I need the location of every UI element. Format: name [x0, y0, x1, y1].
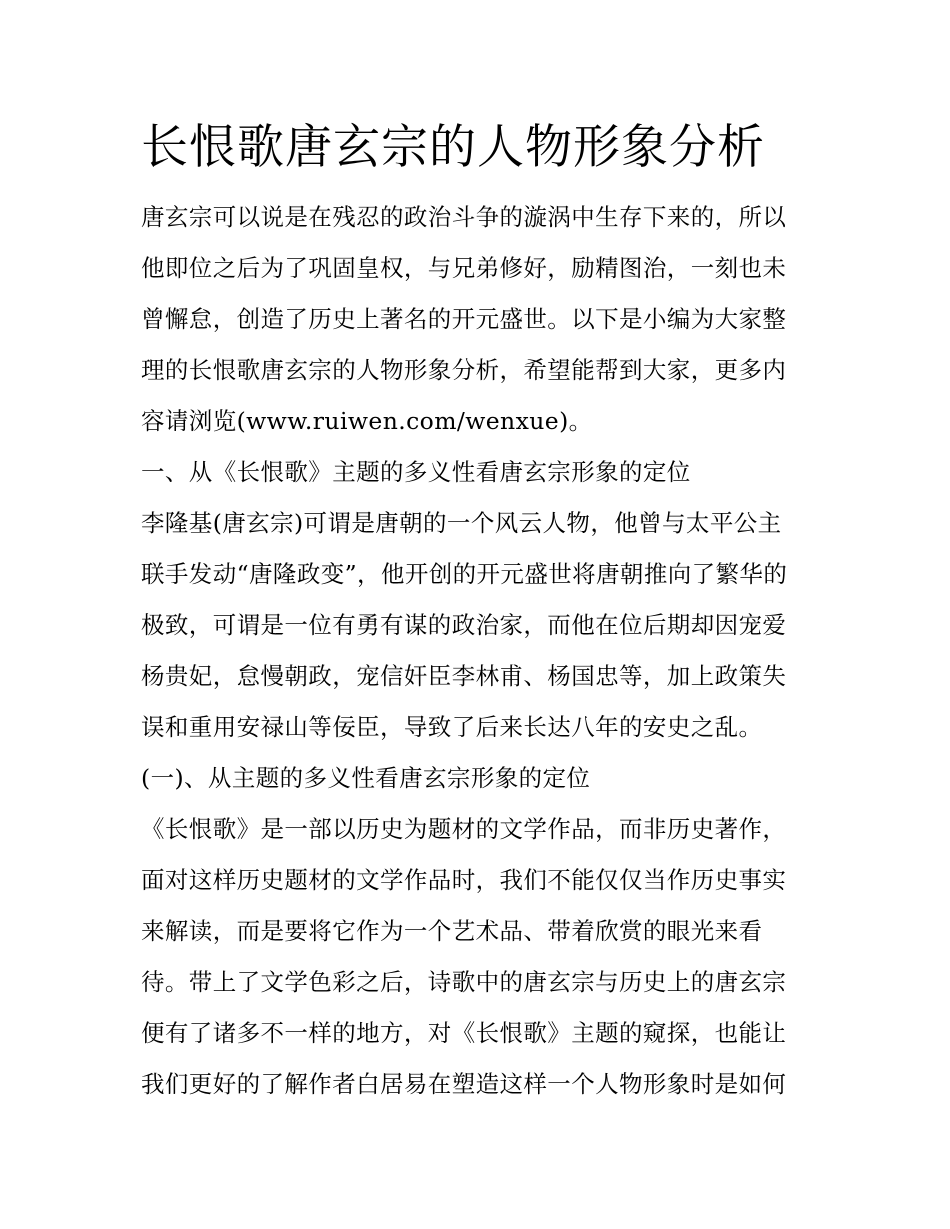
- intro-line: 理的长恨歌唐玄宗的人物形象分析，希望能帮到大家，更多内: [141, 356, 787, 384]
- intro-line: 唐玄宗可以说是在残忍的政治斗争的漩涡中生存下来的，所以: [141, 203, 787, 231]
- section-heading: 一、从《长恨歌》主题的多义性看唐玄宗形象的定位: [141, 458, 691, 486]
- body-line: 李隆基(唐玄宗)可谓是唐朝的一个风云人物，他曾与太平公主: [141, 509, 782, 537]
- body-line: 来解读，而是要将它作为一个艺术品、带着欣赏的眼光来看: [141, 917, 763, 945]
- body-line: 杨贵妃，怠慢朝政，宠信奸臣李林甫、杨国忠等，加上政策失: [141, 662, 787, 690]
- body-line: 《长恨歌》是一部以历史为题材的文学作品，而非历史著作，: [141, 815, 787, 843]
- body-line: 便有了诸多不一样的地方，对《长恨歌》主题的窥探，也能让: [141, 1019, 787, 1047]
- body-line: 待。带上了文学色彩之后，诗歌中的唐玄宗与历史上的唐玄宗: [141, 968, 787, 996]
- intro-line: 曾懈怠，创造了历史上著名的开元盛世。以下是小编为大家整: [141, 305, 787, 333]
- document-page: [141, 116, 821, 1110]
- subsection-heading: (一)、从主题的多义性看唐玄宗形象的定位: [141, 764, 591, 792]
- body-line: 面对这样历史题材的文学作品时，我们不能仅仅当作历史事实: [141, 866, 787, 894]
- body-line: 联手发动“唐隆政变”，他开创的开元盛世将唐朝推向了繁华的: [141, 560, 788, 588]
- intro-line: 他即位之后为了巩固皇权，与兄弟修好，励精图治，一刻也未: [141, 254, 787, 282]
- body-line: 误和重用安禄山等佞臣，导致了后来长达八年的安史之乱。: [141, 713, 763, 741]
- document-title: 长恨歌唐玄宗的人物形象分析: [141, 120, 765, 175]
- body-line: 极致，可谓是一位有勇有谋的政治家，而他在位后期却因宠爱: [141, 611, 787, 639]
- body-line: 我们更好的了解作者白居易在塑造这样一个人物形象时是如何: [141, 1070, 787, 1098]
- intro-line: 容请浏览(www.ruiwen.com/wenxue)。: [141, 407, 593, 435]
